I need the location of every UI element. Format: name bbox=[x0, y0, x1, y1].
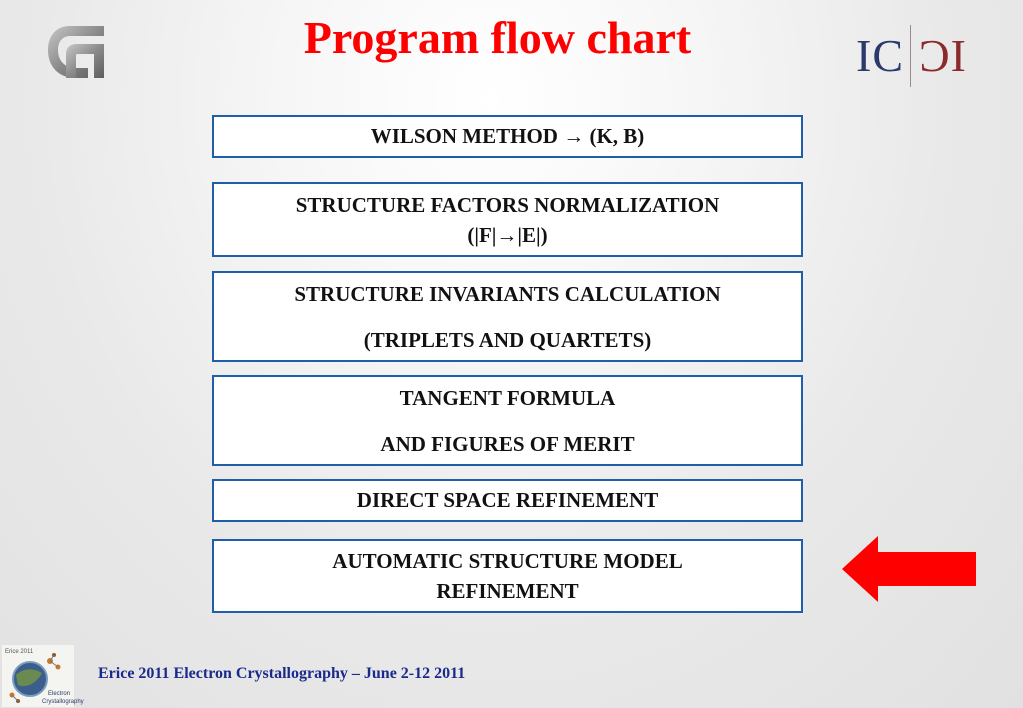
slide-title: Program flow chart bbox=[303, 12, 692, 63]
erice-2011-electron-crystallography-logo bbox=[2, 645, 84, 707]
flow-step-text: TANGENT FORMULA bbox=[399, 385, 616, 410]
svg-text:Crystallography: Crystallography bbox=[42, 699, 84, 705]
flow-step-automatic-structure-model-refinement bbox=[212, 539, 803, 613]
flow-step-text: DIRECT SPACE REFINEMENT bbox=[356, 488, 659, 512]
footer-text: Erice 2011 Electron Crystallography – June 2-12 2011 bbox=[98, 665, 466, 682]
red-left-arrow-icon bbox=[842, 536, 976, 602]
flow-step-text: REFINEMENT bbox=[436, 579, 579, 603]
flow-step-text: STRUCTURE INVARIANTS CALCULATION bbox=[294, 281, 721, 306]
flow-step-text: STRUCTURE FACTORS NORMALIZATION bbox=[295, 192, 720, 217]
ic-logo-left-text: IC bbox=[856, 30, 904, 81]
flow-step-text: WILSON METHOD → (K, B) bbox=[370, 124, 645, 148]
flow-step-structure-invariants-calculation bbox=[212, 271, 803, 362]
ic-logo-right-text: ƆI bbox=[919, 30, 967, 81]
flow-step-text: AUTOMATIC STRUCTURE MODEL bbox=[332, 549, 683, 573]
flow-step-text: AND FIGURES OF MERIT bbox=[380, 431, 635, 456]
flow-step-structure-factors-normalization bbox=[212, 182, 803, 257]
flow-step-text: (TRIPLETS AND QUARTETS) bbox=[363, 327, 652, 352]
flow-step-tangent-formula bbox=[212, 375, 803, 466]
svg-text:Electron: Electron bbox=[48, 691, 71, 697]
flow-step-wilson-method bbox=[212, 115, 803, 158]
flow-step-text: (|F|→|E|) bbox=[467, 222, 548, 247]
ic-ci-logo bbox=[856, 24, 967, 88]
ic-logo-divider bbox=[910, 25, 911, 87]
svg-text:Erice 2011: Erice 2011 bbox=[5, 649, 34, 655]
flow-step-direct-space-refinement bbox=[212, 479, 803, 522]
